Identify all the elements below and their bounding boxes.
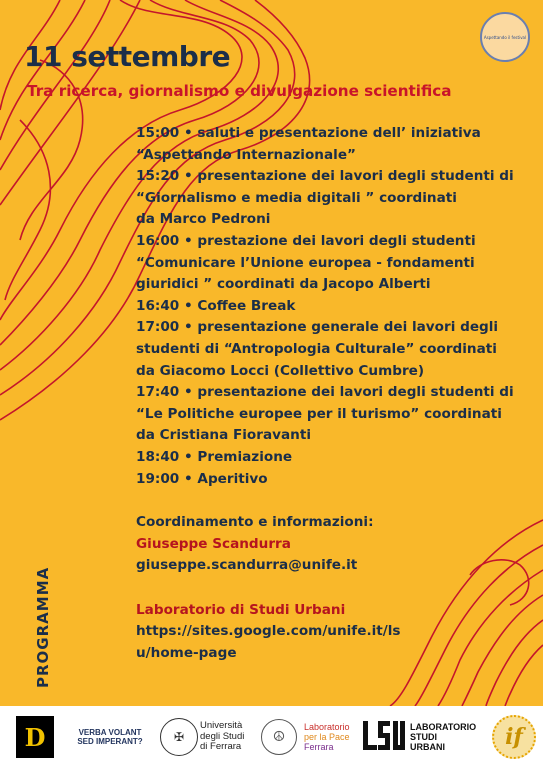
lab-url-line2[interactable]: u/home-page	[136, 644, 237, 661]
page-subtitle: Tra ricerca, giornalismo e divulgazione scientifica	[27, 82, 452, 100]
contact-email[interactable]: giuseppe.scandurra@unife.it	[136, 557, 358, 574]
schedule-line: 19:00 • Aperitivo	[136, 470, 268, 487]
contact-name: Giuseppe Scandurra	[136, 535, 291, 552]
lab-pace-logo	[304, 706, 364, 768]
festival-logo-text: Aspettando il festival	[483, 34, 527, 40]
verba-volant-logo	[64, 706, 156, 768]
schedule-line: “Aspettando Internazionale”	[136, 146, 356, 163]
lab-name: Laboratorio di Studi Urbani	[136, 601, 346, 618]
schedule-line: da Cristiana Fioravanti	[136, 427, 312, 444]
dsite-logo-mark: D	[16, 716, 54, 758]
unife-line1: Università	[200, 720, 243, 732]
schedule-line: 16:00 • prestazione dei lavori degli studenti	[136, 232, 476, 249]
schedule-line: “Le Politiche europee per il turismo” coordinati	[136, 405, 502, 422]
labpace-line2: per la Pace	[304, 732, 350, 742]
peace-seal-icon: ☮	[258, 706, 300, 768]
unife-line3: di Ferrara	[200, 741, 242, 753]
labstudi-line2: STUDI	[410, 732, 437, 742]
unife-logo	[200, 706, 264, 768]
dsite-logo	[14, 706, 56, 768]
schedule-list	[136, 123, 536, 490]
schedule-line: “Comunicare l’Unione europea - fondamenti	[136, 254, 475, 271]
schedule-line: da Giacomo Locci (Collettivo Cumbre)	[136, 362, 425, 379]
labstudi-line3: URBANI	[410, 742, 445, 752]
contacts-heading: Coordinamento e informazioni:	[136, 514, 374, 530]
schedule-line: da Marco Pedroni	[136, 211, 271, 228]
schedule-line: 15:20 • presentazione dei lavori degli studenti di	[136, 168, 514, 185]
labpace-line1: Laboratorio	[304, 722, 350, 732]
unife-line2: degli Studi	[200, 730, 245, 742]
schedule-line: “Giornalismo e media digitali ” coordinati	[136, 189, 457, 206]
labpace-line3: Ferrara	[304, 742, 334, 752]
festival-logo	[480, 12, 530, 62]
schedule-line: giuridici ” coordinati da Jacopo Alberti	[136, 276, 431, 293]
university-seal-icon: ✠	[158, 706, 200, 768]
page-title: 11 settembre	[24, 40, 231, 73]
side-label-programma: PROGRAMMA	[34, 566, 52, 688]
lsu-mark-icon	[360, 706, 408, 768]
verba-line1: VERBA VOLANT	[78, 728, 142, 737]
schedule-line: 18:40 • Premiazione	[136, 448, 293, 465]
schedule-line: studenti di “Antropologia Culturale” coordinati	[136, 340, 497, 357]
internazionale-festival-logo	[488, 706, 540, 768]
schedule-line: 17:00 • presentazione generale dei lavori degli	[136, 319, 499, 336]
lab-studi-urbani-logo	[410, 706, 482, 768]
schedule-line: 17:40 • presentazione dei lavori degli studenti di	[136, 384, 514, 401]
schedule-line: 15:00 • saluti e presentazione dell’ iniziativa	[136, 125, 481, 141]
footer-logos	[0, 706, 543, 768]
if-logo-mark: if	[492, 715, 536, 759]
contacts-block	[136, 512, 536, 665]
lab-url-line1[interactable]: https://sites.google.com/unife.it/ls	[136, 623, 401, 640]
verba-line2: SED IMPERANT?	[77, 737, 143, 746]
labstudi-line1: LABORATORIO	[410, 722, 477, 732]
schedule-line: 16:40 • Coffee Break	[136, 297, 296, 314]
